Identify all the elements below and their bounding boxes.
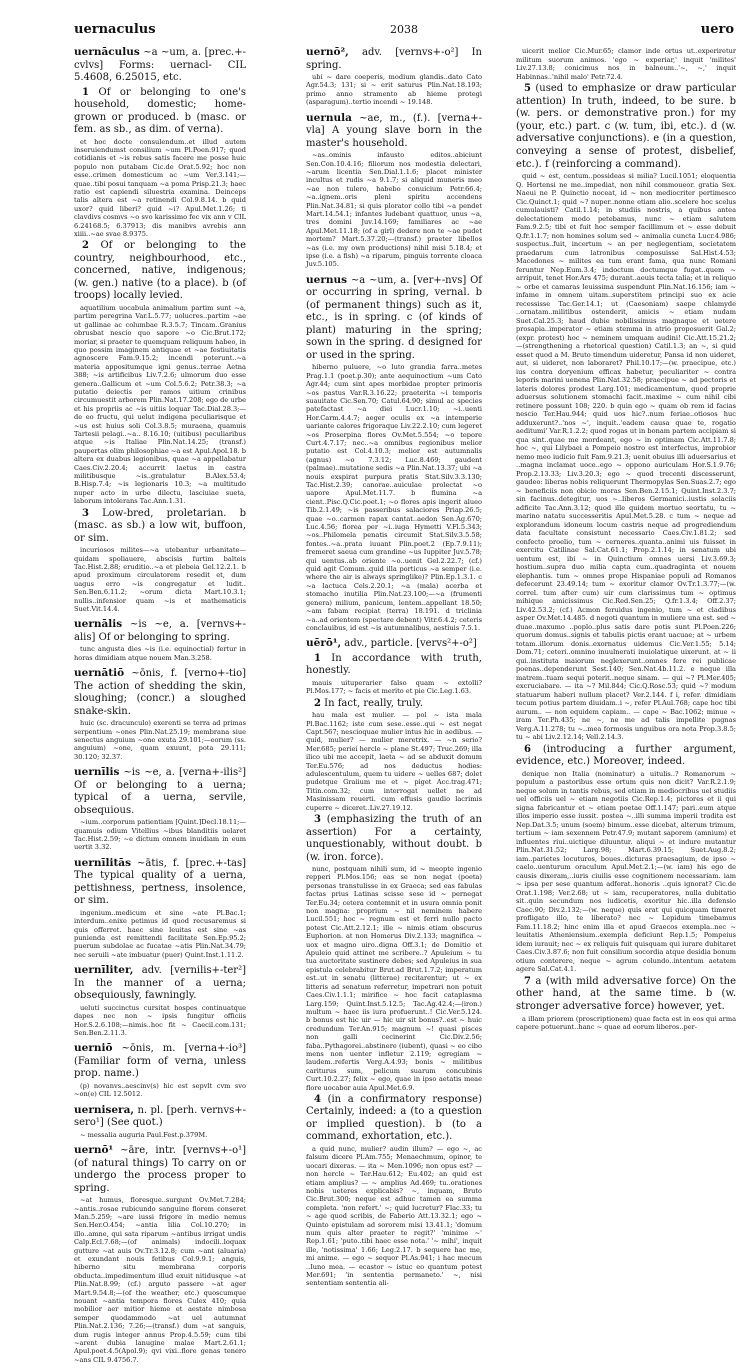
headword: uerniō [74,1042,113,1055]
dictionary-entry [74,766,246,852]
citation-block: ~ messalia auguria Paul.Fest.p.379M. [80,1130,208,1139]
entry-definition: ~ōnis, f. [verno+-tio] The action of shedding the skin, sloughing; (concr.) a sloughed snake-skin. [74,668,246,717]
sense-text: (used to emphasize or draw particular attention) In truth, indeed, to be sure. b (w. pers. or demonstrative pron.) for my (your, etc.) part. c (w. tum, ibi, etc.). d (w. adversative conjunctions). e (in a question, conveying a sense of protest, disbelief, etc.). f (reinforcing a command). [516,83,736,170]
headword: uernālis [74,618,123,631]
citation-block: tunc angusta dies ~is (i.e. equinoctial) fertur in horas dimidiam atque nouem Man.3.258. [74,645,246,662]
sense-text: In accordance with truth, honestly. [306,652,482,677]
page-number: 2038 [390,23,418,36]
dictionary-entry [306,274,482,633]
column-2 [306,46,482,1293]
citation-block: aquatilium uocabula animalium partim sunt ~a, partim peregrina Var.L.5.77; uolucres..partim ~ae ut gallinae ac columbae R.3.5.7; Tincam..Granius obrusbat nescio quo sapore ~o Cic.Brut.172; moriar, si praeter te quemquam reliquum habeo, in quo possim imaginem antiquae et ~ae festiuitatis agnoscere Fam.9.15.2; incendi poterunt..~a materia appositumque igni genus..terrae Aetna 388; ~is artificibus Liv.7.2.6; ulmorum duo esse genera..Gallicum et ~um Col.5.6.2; Petr.38.3; ~a putatio deiectis per ramos uitium crinibus circumuestit arborem Plin.Nat.17.208; ego de urbe et his propriis ac ~is uitiis loquar Tac.Dial.28.3;—de eo fructu, qui uelut indigena peculiarisque et ~us est huius soli Col.3.8.5; muraena, quamuis Tartesii pelagi..~a.. 8.16.10; (uitibus) peculiaribus atque ~is Italiae Plin.Nat.14.25; (transf.) paupertas olim philosophiae ~a est Apul.Apol.18. b altera ex duabus legionibus, quae ~a appellabatur Caes.Civ.2.20.4; accurrit laetus in castra militibusque ~is..gratulatur B.Alex.53.4; B.Hisp.7.4; ~is legionaris 10.3; ~a multitudo nuper acto in urbe dilectu, lasciuiae sueta, laborum intolerans Tac.Ann.1.31. [74,303,246,506]
running-head-first-word: uernaculus [74,22,156,37]
citation-block: ingenium..medicum et sine ~ate Pl.Bac.1; interdum..enixe petimus id quod recusaremus si quis offerret. haec sine leuitas est sine ~as punienda est remittendi facilitate Sen.Ep.95.2; puerum subdolae ac fucatae ~atis Plin.Nat.34.79; nec seruili ~ate imbuatur (puer) Quint.Inst.1.11.2. [74,908,246,959]
entry-definition: n. pl. [perh. vernvs+-sero¹] (See quot.) [74,1104,246,1129]
citation-block: hau mala est mulier. — pol ~ ista mala Pl.Bac.1162; iste cum sese..esse..qui ~ est negat Capt.567; nescioquae mulier intus hic in aedibus. — quid, mulier? — mulier meretrix. — ~n serio? Mer.685; perieí hercle ~ plane St.497; Truc.269; illa ilico ubi me accepit, laeta ~ ad se abduxit domum Ter.Eu.576; ad nos deductus hodies: adulescentulum, quem tu uidere ~ uelles 687; dolet pudetque Graiium me et ~ piget Acc.trag.471; Titin.com.32; cum interrogat uellet ne ad Masinissam reuerti. cum effusis gaudio lacrimis cuperre ~ diceret..Liv.27.19.12. [306,711,482,812]
sense-definition [306,814,482,864]
citation-block: ~ium..corporum patientiam [Quint.]Decl.18.11;—quamuis odium Vitellius ~ibus blanditiis uelaret Tac.Hist.2.59; ~e dictum omnem inuidiam in eum uertit 3.32. [74,818,246,852]
sense-number: 5 [524,83,531,94]
column-3 [516,46,736,1037]
citation-block: mauis uituperarier falso quam ~ extolli? Pl.Mos.177; ~ facis et merito et pie Cic.Leg.1.63. [306,678,482,696]
headword: uērō¹, [306,637,342,650]
headword: uernus [306,273,348,286]
sense-definition [516,744,736,769]
sense-definition [306,1094,482,1144]
citation-block: hiberno puluere, ~o luto grandia farra..metes Prag.1.1 (poet.p.30); ante aequinoctium ~um Cato Agr.44; cum sint apes morbidae propter primoris ~os pastus Var.R.3.16.22; praeterita ~i temporis suauitate Cic.Sen.70; Catul.64.90; simul ac species patefactast ~a diei Lucr.1.10; ~i..uenti Hor.Carm.4.4.7; aeger oculis ex ~a intemperie uariante calores frigoraque Liv.22.2.10; cum legeret ~os Proserpina flores Ov.Met.5.554; ~o tepore Curt.4.7.17; nec..~a omnibus regionibus melior putatio est Col.4.10.3; melior est autumnalis (agnus) ~o 7.3.12; Luc.8.469; gaudent (palmae)..mutatione sedis ~a Plin.Nat.13.37; ubi ~a nouis exspirat purpura pratis Stat.Silv.3.3.130; Tac.Hist.2.39; canorae..auiculae prolectat ~o uapore Apul.Met.11.7. b flumina ~a cient..Pisc.Q.Cic.poet.1; ~o flores apis ingerit alueo Tib.2.1.49; ~is passeribus salaciores Priap.26.5; quae ~o..carmen rapax cantat..aedon Sen.Ag.670; Luc.4.56; florea per ~i..iuga Hymetti V.Fl.5.343; ~os..Philomela penatis circumit Stat.Silv.3.5.58; fontes..~a..prata iuuant Plin.poet.2 (Ep.7.9.11); fremeret saeua cum grandine ~us Iuppiter Juv.5.78; qui uentus..ab oriente ~o..uenit Gel.2.22.7; (cf.) quid agit Comum..quid illa porticus ~a semper (i.e. where the air is always springlike)? Plin.Ep.1.3.1. c ~a lactuca Cels.2.20.1; ~a (mala) acerba et stomacho inutilia Plin.Nat.23.100;—~a (frumenti genera) milium, panicum, lentem..appellant 18.50; ~am fabam recipiat (terra) 18.191. d triclinia ~a..ad orientem (spectare debent) Vitr.6.4.2; ceteris conclauibus, id est ~is autumnalibus, aestiuis 7.5.1. [306,363,482,632]
headword: uernīliter, [74,964,134,977]
entry-definition: ~ae, m., (f.). [verna+-vla] A young slave born in the master's household. [306,112,482,149]
citation-block: uicerit melior Cic.Mur.65; clamor inde ortus ut..experiretur militum suorum animos. 'ego ~ experiar,' inquit 'milites' Liv.27.13.8; conicimus nos in balneum..'~, ~,' inquit Habinnas..'nihil malo' Petr.72.4. [516,47,736,81]
entry-head-line [74,667,246,718]
headword: uernisera, [74,1103,135,1116]
sense-number: 2 [314,697,321,709]
sense-definition [74,87,246,137]
headword: uernula [306,111,352,124]
citation-block: ~at humus, floresque..surgunt Ov.Met.7.284; ~antis..rosae rubicundo sanguine florem conseret Man.5.259; ~are iussi frigore in medio nemus Sen.Her.O.454; ~antia lilia Col.10.270; in illo..amne, qui sata riparum ~antibus irrigat undis Calp.Ecl.7.68;—(of animals) indocili..loquax gutture ~at auis Ov.Tr.3.12.8; cum ~ant (aluaria) et exundant nouis fetibus Col.9.9.1; anguis, hiberno situ membrana corporis obducta..impedimentum illud exuit nitidusque ~at Plin.Nat.8.99; (cf.) arguto passere ~at ager Mart.9.54.8;—(of the weather, etc.) quoscumque nouant ~antia tempora flores Culex 410; quia mobilior aer mitior hieme et aestate nimbosa semper quodammodo ~at uel autumnat Plin.Nat.2.136; 7.26;—(transf.) dum ~at sanguis, dum rugis integer annus Prop.4.5.59; cum tibi ~arent dubia lanugine malae Mart.2.61.1; Apul.poet.4.5(Apol.9); qvi vixi..flore genas tenero ~ans CIL 9.4756.7. [74,1196,246,1364]
dictionary-entry [74,964,246,1037]
sense-number: 1 [314,652,321,664]
citation-block: denique non Italia (nominatur) a uitulis..? Romanorum ~ populum a pastoribus esse ortum quis non dicit? Var.R.2.1.9; neque solum in tantis rebus, sed etiam in mediocribus uel studiis uel officiis uel ~ etiam negotiis Cic.Rep.1.4; pictores et ii qui signa fabricantur et ~ etiam poetae Off.1.147; pari..eum atque illos imperio esse iussit. postea ~..illi summa imperii tradita est Nep.Dat.3.5; unum (soem) bimum..esse dicebat, alterum trimum, tertium ~ iam sexennem Petr.47.9; mutant saporem (amnium) et influentes riui..uictique diluuntur. aliqui ~ et indure mutantur Plin.Nat.31.52; Larg.98; Mart.6.39.15; Suet.Aug.8.2; iam..parietes locuturos, boues..dicturas praesagium, de ipso ~ caelo..uenturum oraculum Apul.Met.2.1;—(w. iam) his ego de causis dixeram,..iuris ciuilis esse cognitionem necessariam. iam ~ ipsa per sese quantum adferat..honoris ..quis ignorat? Cic.de Orat.1.198; Ver.2.68; ut ~ iam, recuperatores, nulla dubitatio sit..quin secundum nos iudicetis, exoritur hic..illa defensio Caec.90; Div.2.132;—(w. neque) quis erat qui quicquam timeret profligato illo, te liberato? nec ~ Lepidum timebamus Fam.11.18.2; hinc enim illa et apud Graecos exempla..nec ~ leuitatis Atheniensium..exempla deficiunt Rep.1.5; Pompeius idem iurauit; nec ~ ex reliquis fuit quisquam qui iurare dubitaret Caes.Civ.3.87.6; non fuit consilium socordia atque desidia bonum otium conterere, neque ~ agrum colundo..intentum aetatem agere Sal.Cat.4.1. [516,769,736,974]
sense-text: In fact, really, truly. [320,697,424,709]
sense-number: 3 [82,507,89,519]
dictionary-entry [74,1144,246,1364]
entry-definition: ~a ~um, a. [prec.+-cvlvs] Forms: uernacl- CIL 5.4608, 6.25015, etc. [74,47,246,83]
citation-block: quid ~ est, centum..possideas si milia? Lucil.1051; eloquentia Q. Hortensi ne me..impediat, non nihil commoueor. gratia Sex. Naeui ne P. Quinctio noceat, id ~ non mediocriter pertimesco Cic.Quinct.1; quid ~? nuper..nonne etiam alio..scelere hoc scelus cumulauisti? Catil.1.14; in studiis nostris, a quibus antea delectationem modo petebamus, nunc ~ etiam salutem Fam.9.2.5; tibi et fuit hoc semper facillimum et ~ esse debuit Q.fr.1.1.7; non homines solum sed ~ animalia cuncta Lucr.4.986; suspectus..fuit, incertum ~ an per neglegentiam, societatem praedarum cum latronibus composuisse Sal.Hist.4.53; Macedones ~ milites ea tum erant fama, qua nunc Romani feruntur Nep.Eum.3.4; indoctum doctumque fugat..quem ~ arripuit, tenet Hor.Ars 475; durant..aeuis tecta talia; et in reliquo ~ orbe et camaras leuissima suspendunt Plin.Nat.16.156; iam ~ infame in omnem uitam..superstitem principi suo ex acie recessisse Tac.Ger.14.1; ut (Caesoniam) saepe chlamyde ..ornatam..militibus ostenderit, amicis ~ etiam nudam Suet.Cal.25.3; haud dubie nobilissimus magnaque et uetere prosapia..imperator ~ etiam stemma in atrio proposuerit Gal.2; (expr. protest) hoc ~ neminem umquam audini! Cic.Att.15.21.2;—(strengthening a rhetorical question) Catil.1.3; an ~, si quid esset quod a M. Bruto timendum uideretur, Pansa id non uideret, aut, si uideret, non laboraret? Phil.10.17;—(w. praecipue, etc.) ius contra doryenium efficax habetur, peculiariter ~ contra leporis marini uenena Plin.Nat.32.58; praecipue ~ ad pectoris et lateris dolores prodest Larg.101; medicamentum, quod proprie aduersus solutionem stomachi facit..maxime ~ cum nihil cibi retinere possunt 108; 220. b quin ego ~ quam ob rem id facias nescio Ter.Hau.944; quid uos hic?..num feriae..otiosos huc adduxerunt?..'nos ~', inquit..'eadem causa quae te, rogatio aeditumi' Var.R.1.2.2; quod rogas ut in bonam partem accipiam si qua sint..quae me mordeant, ego ~ in optimam Cic.Att.11.7.8; hoc ~, qui Lilybaei a Pompeio nostro est interfectus, improbior nemo meo iudicio fuit Fam.9.21.3; uenit obuius illi aduersarius et ..magna inclamat uoce..ego ~ oppono auriculam Hor.S.1.9.76; Prop.2.13.33; Liv.3.20.3; ego ~ quod trecenti discesserunt, gaudeo: liberas nobis reliquerunt Thermopylas Sen.Suas.2.7; ego ~ beneficiis non obicio moras Sen.Ben.2.15.1; Quint.Inst.2.3.7; sin facinus..detegitur, uos ~..liberos Germanici..iustis solaciis adficite Tac.Ann.3.12; quod ille quidem mortuo seortatu, tu ~ marino natatu successeritis Apul.Met.5.28. c tum ~ neque ad explorandum idoneum locum castris neque ad progrediendum data facultate consistunt necessario Caes.Civ.1.81.2; sed confecto proelio, tum ~ cerneres..quanta..animi uis fuisset in exercitu Catilinae Sal.Cat.61.1; Prop.2.1.14; in senatum ubi uentum est, ibi ~ in Quinctium omnes uersi Liv.3.69.3; hostium..supra duo milia capta cum..quadraginta et nouem elephantis. tum ~ omnes prope Hispaniae populi ad Romanos defecerunt 23.49.14; tum ~ exoritur clamor Ov.Tr.1.3.77;—(w. correl. tum after cum) uir cum clarissimus tum ~ optimus mihique amicissimus Cic.Red.Sen.25; Q.fr.1.3.4; Off.2.37; Liv.42.53.2; (cf.) Acmon feruidus ingenio, tum ~ et cladibus asper Ov.Met.14.485. d negoti quantum in muliere una est. sed ~ duae..maxumo ..poplo..plus satis dare potis sunt Pl.Poen.226; quorum domus..signis et tabulis pictis erant uacuae; at ~ urbem totam..illorum donis..exornatus uidemus Cic.Ver.1.55; 5.14; Dom.71; ceteri..omnino inuulnerati inuiolatique uixerunt. at ~ ii qui..instituta maiorum neglexerunt..omnes fere rei publicae poenas..dependerunt Sest.140; Sen.Nat.4b.11.2. e neque illa matrem..tuam sequi poterit..neque sinam. — qui ~? Pl.Mer.405; excruciabare. — ita ~? Mil.844; Cic.Q.Rosc.53; quid ~? modum statuarum haberi nullum placet? Ver.2.144. f i, refer. dimidiam tecum potius partem diuidam..i ~, refer Pl.Aul.768; cape hoc tibi aurum.. — non equidem capiam.. — cape ~ Bac.1062; minue ~ iram Ter.Ph.435; ne ~, ne me ad talis impellite pugnas Verg.A.11.278; tu ~..mea formosis unguibus ora nota Prop.3.8.5; tu ~ abi Liv.2.12.14; Vell.2.14.3. [516,172,736,742]
dictionary-entry [74,857,246,959]
running-head-last-word: uero [700,22,734,37]
entry-head-line [306,46,482,72]
dictionary-entry [306,112,482,269]
sense-text: (in a confirmatory response) Certainly, indeed: a (to a question or implied question). b (to a command, exhortation, etc.). [306,1093,482,1143]
sense-text: Low-bred, proletarian. b (masc. as sb.) a low wit, buffoon, or sim. [74,507,246,544]
dictionary-entry [74,1104,246,1139]
headword: uernō¹ [74,1144,114,1157]
entry-definition: ~āre, intr. [vernvs+-o¹] (of natural things) To carry on or undergo the process proper to spring. [74,1145,246,1194]
sense-number: 1 [82,86,89,98]
dictionary-entry [74,618,246,662]
sense-text: (introducing a further argument, evidence, etc.) Moreover, indeed. [516,743,736,768]
headword: uernātiō [74,667,125,680]
sense-number: 7 [524,975,531,987]
entry-head-line [74,46,246,85]
headword: uernīlitās [74,856,132,869]
entry-head-line [74,964,246,1003]
running-head [74,22,734,44]
entry-definition: ~ōnis, m. [verna+-io³] (Familiar form of verna, unless prop. name.) [74,1043,246,1080]
entry-head-line [306,112,482,151]
entry-definition: ~ātis, f. [prec.+-tas] The typical quality of a uerna, pettishness, pertness, insolence, or sim. [74,857,246,907]
entry-head-line [74,1042,246,1081]
headword: uernīlis [74,766,120,779]
sense-definition [306,698,482,711]
sense-definition [516,83,736,171]
citation-block: ubi ~ dare coeperis, modium glandis..dato Cato Agr.54.3; 131; si ~ erit saturus Plin.Nat.18.193; primo anno stramento ab hieme protegi (asparagum)..tertio incendi ~ 19.148. [306,73,482,107]
entry-definition: ~is ~e, a. [vernvs+-alis] Of or belonging to spring. [74,619,246,643]
dictionary-entry [74,667,246,761]
entry-definition: adv., particle. [vervs²+-o²] [341,638,477,650]
column-1 [74,46,246,1369]
dictionary-entry [516,47,736,1032]
dictionary-entry [74,46,246,613]
citation-block: ~as..ominis infausto editos..abiciunt Sen.Con.10.4.16; filiorum nos modestia delectari, ~arum licentia Sen.Dial.1.1.6; placet minister incultus et rudis ~a 9.1.7; si aliquid muneris meo ~ae non tulero, habebo conuicium Petr.66.4; ~a..ignem..oris pleni spiritu accendens Plin.Nat.34.81; si quis plorator collo tibi ~a pendet Mart.14.54.1; infantes ludebant quattuor, unus ~a, tres domini Juv.14.169; familiares ac ~ae Apul.Met.11.18; (of a girl) dedere non te ~ae pudet mortem? Mart.5.37.20;—(transf.) praeter libellos ~as (i.e. my own productions) nihil misi 5.18.4; et ipse (i.e. a fish) ~a riparum, pinguis torrente cloaca Juv.5.105. [306,151,482,269]
entry-head-line [74,766,246,817]
headword: uernō², [306,46,349,58]
headword: uernāculus [74,46,140,58]
dictionary-entry [74,1042,246,1098]
entry-head-line [74,857,246,908]
sense-definition [306,653,482,678]
sense-definition [74,240,246,303]
entry-head-line [74,618,246,644]
sense-definition [74,508,246,546]
entry-head-line [74,1104,246,1130]
citation-block: huic (sc. dracunculo) exerenti se terra ad primas serpentium ~ones Plin.Nat.25.19; membrana siue senectus anguium ~one exuta 29.101;—eorum (ss. anguium) ~one, quam exuunt, pota 29.111; 30.120; 32.37. [74,719,246,761]
dictionary-entry [306,46,482,107]
sense-number: 6 [524,743,531,755]
entry-definition: ~is ~e, a. [verna+-ilis²] Of or belonging to a uerna; typical of a uerna, servile, obsequious. [74,767,246,816]
entry-definition: adv. [vernilis+-ter²] In the manner of a uerna; obsequiously, fawningly. [74,965,246,1002]
sense-number: 3 [314,814,321,825]
sense-text: a (with mild adversative force) On the other hand, at the same time. b (w. stronger adversative force) however, yet. [516,975,736,1013]
entry-head-line [306,274,482,363]
sense-number: 4 [314,1093,321,1105]
citation-block: uelutí succinctus cursitat hospes continuatque dapes nec non ~ ipsis fungitur officiis Hor.S.2.6.108;—nimis..hoc fit ~ Caecil.com.131; Sen.Ben.2.11.3. [74,1003,246,1037]
citation-block: a illam priorem (proscriptionem) quae facta est in eos qui arma capere potuerunt..hanc ~ quae ad eorum liberos..per- [516,1014,736,1032]
citation-block: incuriosos milites—~a utebantur urbanitate—quidam spoliauere, abscisis furtim balteis Tac.Hist.2.88; eruditio..~a et plebeia Gel.12.2.1. b apud proximum circulatorem resedit et, dum uagus erro ~is congregatur et ludit.. Sen.Ben.6.11.2; ~orum dicta Mart.10.3.1; nullis..infensior quam ~is et mathematicis Suet.Vit.14.4. [74,546,246,613]
sense-text: Of or belonging to the country, neighbourhood, etc., concerned, native, indigenous; (w. gen.) native (to a place). b (of troops) locally levied. [74,240,246,302]
entry-definition: ~a ~um, a. [ver+-nvs] Of or occurring in spring, vernal. b (of permanent things) such as it, etc., is in spring. c (of kinds of plant) maturing in the spring; sown in the spring. d designed for or used in the spring. [306,274,482,361]
entry-definition: adv. [vernvs+-o²] In spring. [306,47,482,71]
citation-block: et hoc docte consulendum..et illud autem inseruiendumst consilium ~um Pl.Poen.917; quod cotidianis et ~is rebus satis facere me posse huic populo non putabam Cic.de Orat.5.92; hoc non esse..crimen domesticum ac ~um Ver.3.141;—quae..tibi posui tanquam ~a poma Prisp.21.3; haec ratio est capiendi siluestria examina. Deinceps talis altera est ~a retinendi Col.9.8.14. b quid uxor? quid liberi? quid ~i? Apul.Met.1.26; ti clavdivs cosmvs ~o svo karissimo fec vix ann v CIL 6.24168.5; 6.37913; dis manibvs avrebis ann xiiii..~ae svae 8.9375. [74,137,246,238]
sense-text: Of or belonging to one's household, domestic; home-grown or produced. b (masc. or fem. as sb., as dim. of verna). [74,86,246,135]
sense-number: 2 [82,240,89,252]
sense-text: (emphasizing the truth of an assertion) For a certainty, unquestionably, without doubt. b (w. iron. force). [306,814,482,863]
citation-block: a quid nunc, mulier? audin illum? — ego ~, ac falsum dicere Pl.Am.755; Menaechmum, opinor, te uocari dixeras. — ita ~ Men.1096; non opus est? — non hercle ~ Ter.Hau.612; Eu.402; an quid est etiam amplius? — ~ amplius Ad.469; tu..orationes nobis ueteres explicabis? ~, inquam, Bruto Cic.Brut.300; neque est adhuc tamen ea summa completa. 'non refert.' ~; quid lucretur? Flac.33; tu ~ age quod scribis, de Faberio Att.13.32.1; ego ~ Quinto epistulam ad sororem misi 13.41.1; 'domum num quis alter praeter te regit?' 'minime ~' Rep.1.61; 'puto..tibi haec esse nota.' '~ mihi', inquit ille, 'notissima' 1.66; Leg.2.17. b sequere hac me, mi anime. — ego ~ sequor Pl.As.941; i hac mecum ..Iuno mea. — ecastor ~ istuc eo quantum potest Mer.691; 'in sententia permaneto.' ~, nisi sententiam sententia ali- [306,1144,482,1288]
entry-head-line [306,637,482,651]
citation-block: (p) novanvs..aescinv(s) hic est sepvlt cvm svo ~on(e) CIL 12.5012. [74,1081,246,1099]
citation-block: nunc, postquam nihili sum, id ~ meopte ingenio repperi Pl.Mos.156; eas se non negat (poeta) personas transtulisse in ex Graeca; sed eas fabulas factas prius Latinas scisse sese id ~ pernegat Ter.Eu.34; cetera contemnit et in usura omnia ponit non magna: proprium ~ nil neminem habere Lucil.551; hoc ~ regnum est et ferri nullo pacto potest Cic.Att.2.12.1; ille ~ nimis etiam obscurus Euphorion. at non Homerus Div.2.133; magnifica ~ uox et magno uiro..digna Off.3.1; de Domitio et Apuleio quid attinet me scribere..? Apuleium ~ tu tua auctoritate sustinere debes; sed Apuleius in sua epistula celebrabitur Brut.ad Brut.1.7.2; imperatum est..ut in senatu (litterae) recitarentur; ut ~ ex litteris ad senatum referretur, impetrari non potuit Caes.Civ.1.1.1; mirifice ~ hoc facit cataplasma Larg.159; Quint.Inst.5.12.5; Tac.Ag.42.4;—(iron.) multum ~ haec iis iura profuerunt..! Cic.Ver.5.124. b bonus est hic uir — hic uir sit bonus?..est ~ huic credundum Ter.An.915; magnum ~! quasi pisces non galli cecinerint Cic.Div.2.56; faba..Pythagorei..abstinere (iubent), quasi ~ eo cibo mens non uenter infletur 2.119; egregiam ~ laudem..refertis Verg.A.4.93; bonis ~ militibus cariturus sum, pelicum suarum concubinis Curt.10.2.27; felix ~ ego, quae in ipso aetatis meae flore uocabor auia Apul.Met.6.9. [306,865,482,1092]
sense-definition [516,976,736,1014]
entry-head-line [74,1144,246,1195]
